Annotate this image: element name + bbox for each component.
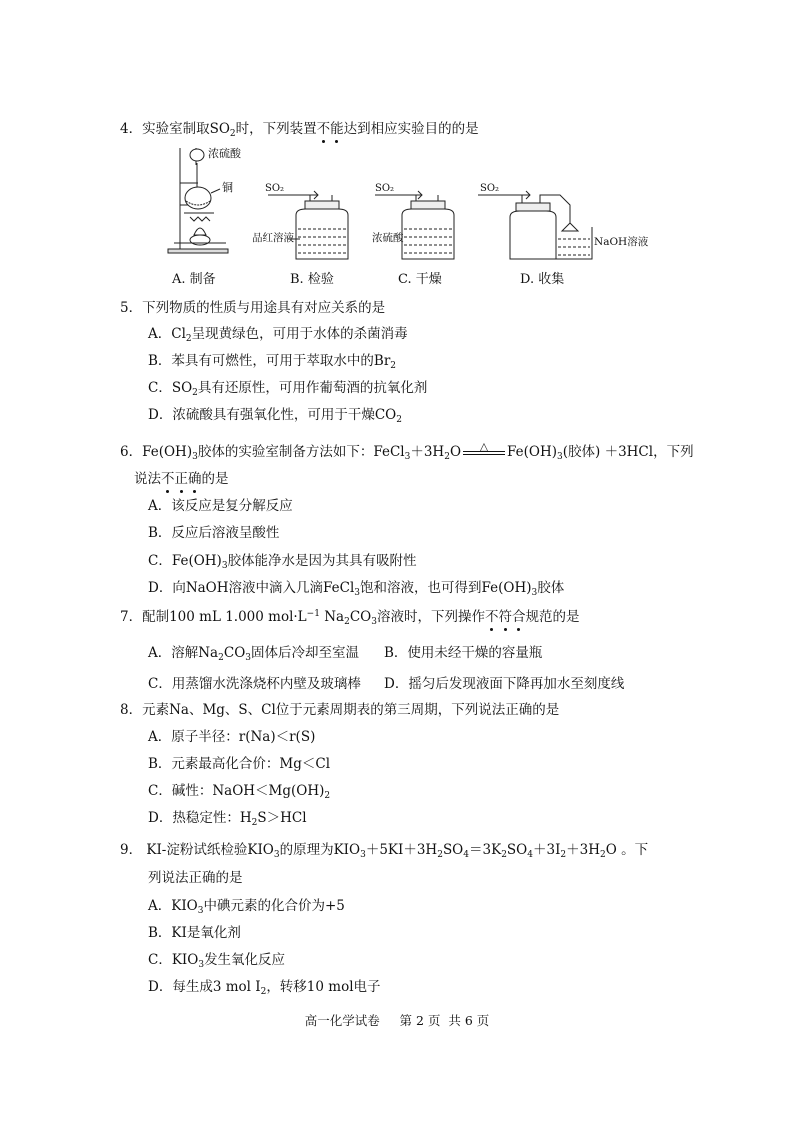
q6-option-a: A．该反应是复分解反应 [148,498,293,514]
q9-option-c: C．$KIO_3$发生氧化反应 [148,952,286,970]
q9-stem-line2: 列说法正确的是 [148,870,243,886]
q5-option-d: D．浓硫酸具有强氧化性，可用于干燥$CO_2$ [148,407,402,425]
caption-a: A. 制备 [172,272,216,287]
q9-option-d: D．每生成3 mol $I_2$，转移10 mol电子 [148,979,381,997]
q4-stem: 4．实验室制取$SO_2$时，下列装置不能达到相应实验目的的是 [120,121,479,139]
q9-stem-line1: 9． KI-淀粉试纸检验$KIO_3$的原理为$KIO_3+5KI+3H_2SO_4=3K_2SO_4+3I_2+3H_2O$ 。下 [120,842,649,860]
caption-c: C. 干燥 [398,272,442,287]
label-so2-d: SO₂ [480,183,500,194]
q7-stem: 7．配制100 mL 1.000 $mol\cdot L^{-1}$ $Na_2CO_3$溶液时，下列操作不符合规范的是 [120,609,580,627]
q7-option-a: A．溶解$Na_2CO_3$固体后冷却至室温 [148,645,359,663]
label-naoh-solution: NaOH溶液 [594,236,649,248]
label-pinhong-solution: 品红溶液 [252,232,294,244]
caption-b: B. 检验 [290,272,334,287]
q7-option-c: C．用蒸馏水洗涤烧杯内壁及玻璃棒 [148,676,361,692]
q6-option-c: C．$Fe(OH)_3$胶体能净水是因为其具有吸附性 [148,553,417,571]
label-so2-b: SO₂ [265,183,285,194]
reaction-condition-heat: △ [461,438,507,456]
q6-option-d: D．向NaOH溶液中滴入几滴FeCl$_3$饱和溶液，也可得到$Fe(OH)_3$胶体 [148,580,565,598]
label-so2-c: SO₂ [375,183,395,194]
label-conc-sulfuric: 浓硫酸 [372,232,404,244]
q8-option-a: A．原子半径：r(Na)＜r(S) [148,729,316,745]
q6-stem-line1: 6．$Fe(OH)_3$胶体的实验室制备方法如下：$FeCl_3+3H_2O$ △ $Fe(OH)_3$(胶体) ＋3HCl，下列 [120,440,694,462]
caption-d: D. 收集 [520,272,565,287]
label-conc-acid: 浓硫酸 [208,147,241,160]
q4-apparatus-figure [160,143,660,261]
q7-option-d: D．摇匀后发现液面下降再加水至刻度线 [384,676,625,692]
q8-option-d: D．热稳定性：$H_2S>HCl$ [148,810,307,828]
q5-stem: 5．下列物质的性质与用途具有对应关系的是 [120,300,386,316]
apparatus-b-testing-bottle [268,191,348,259]
q8-option-c: C．碱性：$NaOH<Mg(OH)_2$ [148,783,331,801]
page-footer: 高一化学试卷 第 2 页 共 6 页 [304,1013,490,1028]
apparatus-d-collection [478,191,592,259]
q8-stem: 8．元素Na、Mg、S、Cl位于元素周期表的第三周期，下列说法正确的是 [120,702,560,718]
q8-option-b: B．元素最高化合价：Mg＜Cl [148,756,331,772]
q7-option-b: B．使用未经干燥的容量瓶 [384,645,543,661]
apparatus-a-preparation [168,148,228,253]
q5-option-a: A．$Cl_2$呈现黄绿色，可用于水体的杀菌消毒 [148,326,408,344]
label-copper: 铜 [222,181,233,194]
q6-option-b: B．反应后溶液呈酸性 [148,525,280,541]
q9-option-b: B．KI是氧化剂 [148,925,241,941]
q6-stem-line2: 说法不正确的是 [134,471,229,487]
q5-option-b: B．苯具有可燃性，可用于萃取水中的$Br_2$ [148,353,397,371]
apparatus-c-drying-bottle [375,191,454,259]
q5-option-c: C．$SO_2$具有还原性，可用作葡萄酒的抗氧化剂 [148,380,428,398]
q9-option-a: A．$KIO_3$中碘元素的化合价为+5 [148,898,345,916]
